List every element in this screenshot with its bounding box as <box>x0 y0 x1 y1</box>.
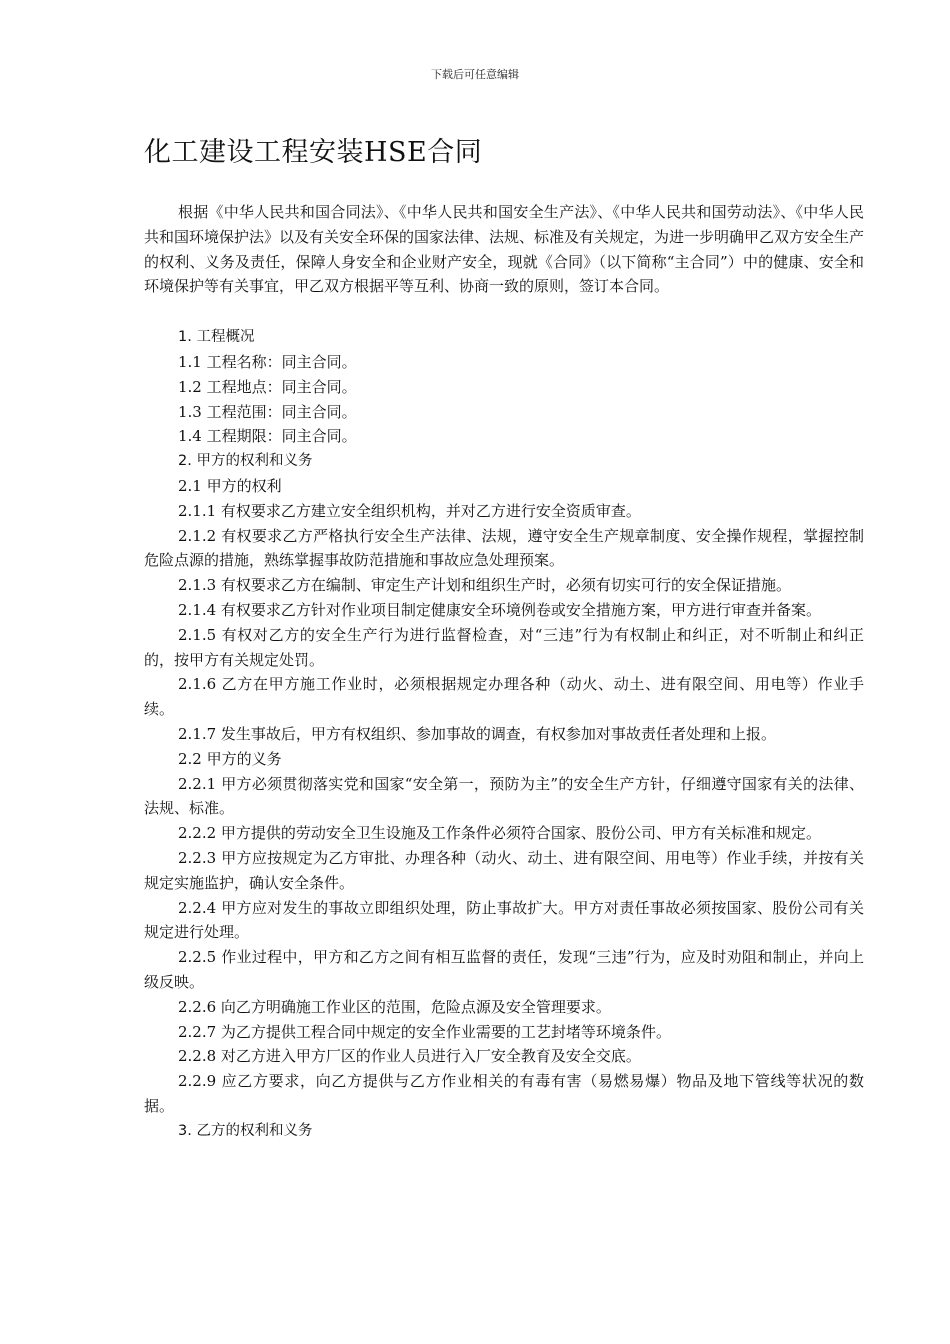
section-3-heading: 3. 乙方的权利和义务 <box>178 1122 313 1139</box>
document-body <box>144 200 864 1143</box>
clause-2-1-2: 2.1.2 有权要求乙方严格执行安全生产法律、法规，遵守安全生产规章制度、安全操作规程，掌握控制危险点源的措施，熟练掌握事故防范措施和事故应急处理预案。 <box>144 526 864 570</box>
clause-2-2-3: 2.2.3 甲方应按规定为乙方审批、办理各种（动火、动土、进有限空间、用电等）作业手续，并按有关规定实施监护，确认安全条件。 <box>144 848 864 892</box>
clause-1-2: 1.2 工程地点：同主合同。 <box>178 377 357 396</box>
intro-paragraph: 根据《中华人民共和国合同法》、《中华人民共和国安全生产法》、《中华人民共和国劳动法》、《中华人民共和国环境保护法》以及有关安全环保的国家法律、法规、标准及有关规定，为进一步明确甲乙双方安全生产的权利、义务及责任，保障人身安全和企业财产安全，现就《合同》（以下简称“主合同”）中的健康、安全和环境保护等有关事宜，甲乙双方根据平等互利、协商一致的原则，签订本合同。 <box>144 203 865 296</box>
subsection-2-1-title: 2.1 甲方的权利 <box>178 476 282 495</box>
clause-2-1-3: 2.1.3 有权要求乙方在编制、审定生产计划和组织生产时，必须有切实可行的安全保证措施。 <box>178 576 791 595</box>
clause-2-2-6: 2.2.6 向乙方明确施工作业区的范围，危险点源及安全管理要求。 <box>178 997 611 1016</box>
clause-2-2-2: 2.2.2 甲方提供的劳动安全卫生设施及工作条件必须符合国家、股份公司、甲方有关标准和规定。 <box>178 824 821 843</box>
subsection-2-2-title: 2.2 甲方的义务 <box>178 749 282 768</box>
document-title: 化工建设工程安装HSE合同 <box>144 137 483 168</box>
clause-2-2-1: 2.2.1 甲方必须贯彻落实党和国家“安全第一，预防为主”的安全生产方针，仔细遵守国家有关的法律、法规、标准。 <box>144 774 864 818</box>
clause-2-1-5: 2.1.5 有权对乙方的安全生产行为进行监督检查，对“三违”行为有权制止和纠正，对不听制止和纠正的，按甲方有关规定处罚。 <box>144 625 864 669</box>
clause-1-3: 1.3 工程范围：同主合同。 <box>178 402 357 421</box>
clause-2-2-7: 2.2.7 为乙方提供工程合同中规定的安全作业需要的工艺封堵等环境条件。 <box>178 1022 671 1041</box>
clause-2-1-6: 2.1.6 乙方在甲方施工作业时，必须根据规定办理各种（动火、动土、进有限空间、用电等）作业手续。 <box>144 675 864 719</box>
section-1-heading: 1. 工程概况 <box>178 329 255 346</box>
clause-2-2-5: 2.2.5 作业过程中，甲方和乙方之间有相互监督的责任，发现“三违”行为，应及时劝阻和制止，并向上级反映。 <box>144 948 864 991</box>
clause-2-2-8: 2.2.8 对乙方进入甲方厂区的作业人员进行入厂安全教育及安全交底。 <box>178 1047 641 1066</box>
clause-1-4: 1.4 工程期限：同主合同。 <box>178 427 357 446</box>
clause-2-1-1: 2.1.1 有权要求乙方建立安全组织机构，并对乙方进行安全资质审查。 <box>178 501 641 520</box>
clause-1-1: 1.1 工程名称：同主合同。 <box>178 352 357 371</box>
clause-2-2-4: 2.2.4 甲方应对发生的事故立即组织处理，防止事故扩大。甲方对责任事故必须按国家、股份公司有关规定进行处理。 <box>144 898 864 942</box>
section-2-heading: 2. 甲方的权利和义务 <box>178 453 313 470</box>
page-header: 下载后可任意编辑 <box>431 68 519 81</box>
clause-2-1-4: 2.1.4 有权要求乙方针对作业项目制定健康安全环境例卷或安全措施方案，甲方进行审查并备案。 <box>178 600 821 619</box>
clause-2-2-9: 2.2.9 应乙方要求，向乙方提供与乙方作业相关的有毒有害（易燃易爆）物品及地下管线等状况的数据。 <box>144 1072 864 1115</box>
clause-2-1-7: 2.1.7 发生事故后，甲方有权组织、参加事故的调查，有权参加对事故责任者处理和上报。 <box>178 724 776 743</box>
